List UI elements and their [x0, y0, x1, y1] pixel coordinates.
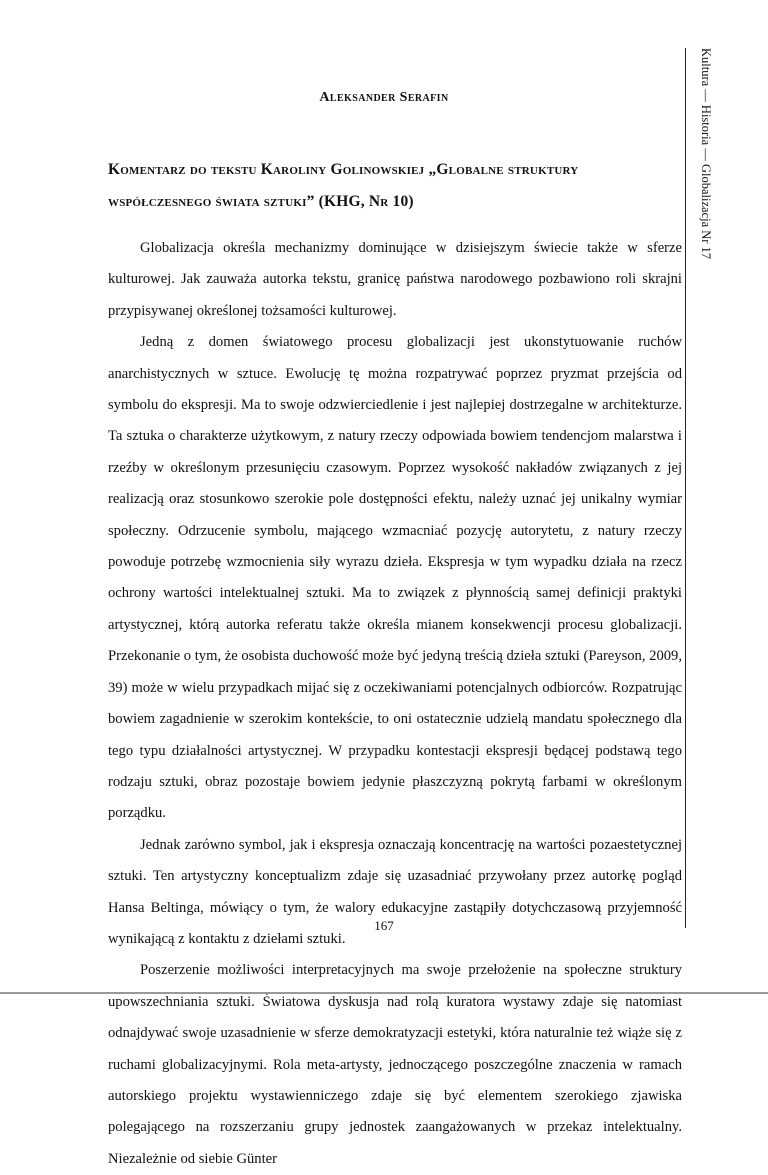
paragraph: Jednak zarówno symbol, jak i ekspresja oznaczają koncentrację na wartości pozaestetycznej sztuki. Ten artystyczny konceptualizm zdaje się uzasadniać przywołany przez autorkę pogląd Hansa Beltinga, mówiący o tym, że walory edukacyjne zastąpiły dotychczasową przyjemność wynikającą z kontaktu z dziełami sztuki. — [108, 836, 682, 947]
paragraph: Globalizacja określa mechanizmy dominujące w dzisiejszym świecie także w sferze kulturowej. Jak zauważa autorka tekstu, granicę państwa narodowego pozbawiono roli skrajni przypisywanej określonej tożsamości kulturowej. — [108, 240, 682, 319]
page-number: 167 — [374, 918, 394, 933]
paragraph: Jedną z domen światowego procesu globalizacji jest ukonstytuowanie ruchów anarchistycznych w sztuce. Ewolucję tę można rozpatrywać poprzez pryzmat przejścia od symbolu do ekspresji. Ma to swoje odzwierciedlenie i jest najlepiej dostrzegalne w architekturze. Ta sztuka o charakterze użytkowym, z natury rzeczy odpowiada bowiem tendencjom malarstwa i rzeźby w określonym przesunięciu czasowym. Poprzez wysokość nakładów związanych z jej realizacją oraz stosunkowo szerokie pole dostępności efektu, należy uznać jej unikalny wymiar społeczny. Odrzucenie symbolu, mającego wzmacniać pozycję autorytetu, z natury rzeczy powoduje potrzebę wzmocnienia siły wyrazu dzieła. Ekspresja w tym wypadku działa na rzecz ochrony wartości intelektualnej sztuki. Ma to związek z płynnością samej definicji praktyki artystycznej, którą autorka referatu także określa mianem konsekwencji procesu globalizacji. Przekonanie o tym, że osobista duchowość może być jedyną treścią dzieła sztuki (Pareyson, 2009, 39) może w wielu przypadkach mijać się z oczekiwaniami potencjalnych odbiorców. Rozpatrując bowiem zagadnienie w szerokim kontekście, to oni ostatecznie udzielą mandatu społecznego dla tego typu działalności artystycznej. W przypadku kontestacji ekspresji będącej podstawą tego rodzaju sztuki, obraz pozostaje bowiem jedynie płaszczyzną pokrytą farbami w określonym porządku. — [108, 334, 682, 822]
article-title: Komentarz do tekstu Karoliny Golinowskiej „Globalne struktury współczesnego świata sztuki” (KHG, Nr 10) — [108, 161, 579, 210]
margin-rule — [685, 48, 686, 928]
paragraph: Poszerzenie możliwości interpretacyjnych ma swoje przełożenie na społeczne struktury upowszechniania sztuki. Światowa dyskusja nad rolą kuratora wystawy zdaje się natomiast odnajdywać swoje uzasadnienie w sferze demokratyzacji estetyki, która naturalnie też wiąże się z ruchami globalizacyjnymi. Rola meta-artysty, jednoczącego poszczególne znaczenia w ramach autorskiego projektu wystawienniczego zdaje się być elementem szerokiego zjawiska polegającego na rozszerzaniu grupy jednostek zaangażowanych w przekaz intelektualny. Niezależnie od siebie Günter — [108, 962, 682, 1167]
author-name: Aleksander Serafin — [319, 90, 449, 105]
article-body — [108, 233, 682, 1175]
running-title: Kultura — Historia — Globalizacja Nr 17 — [699, 48, 713, 260]
